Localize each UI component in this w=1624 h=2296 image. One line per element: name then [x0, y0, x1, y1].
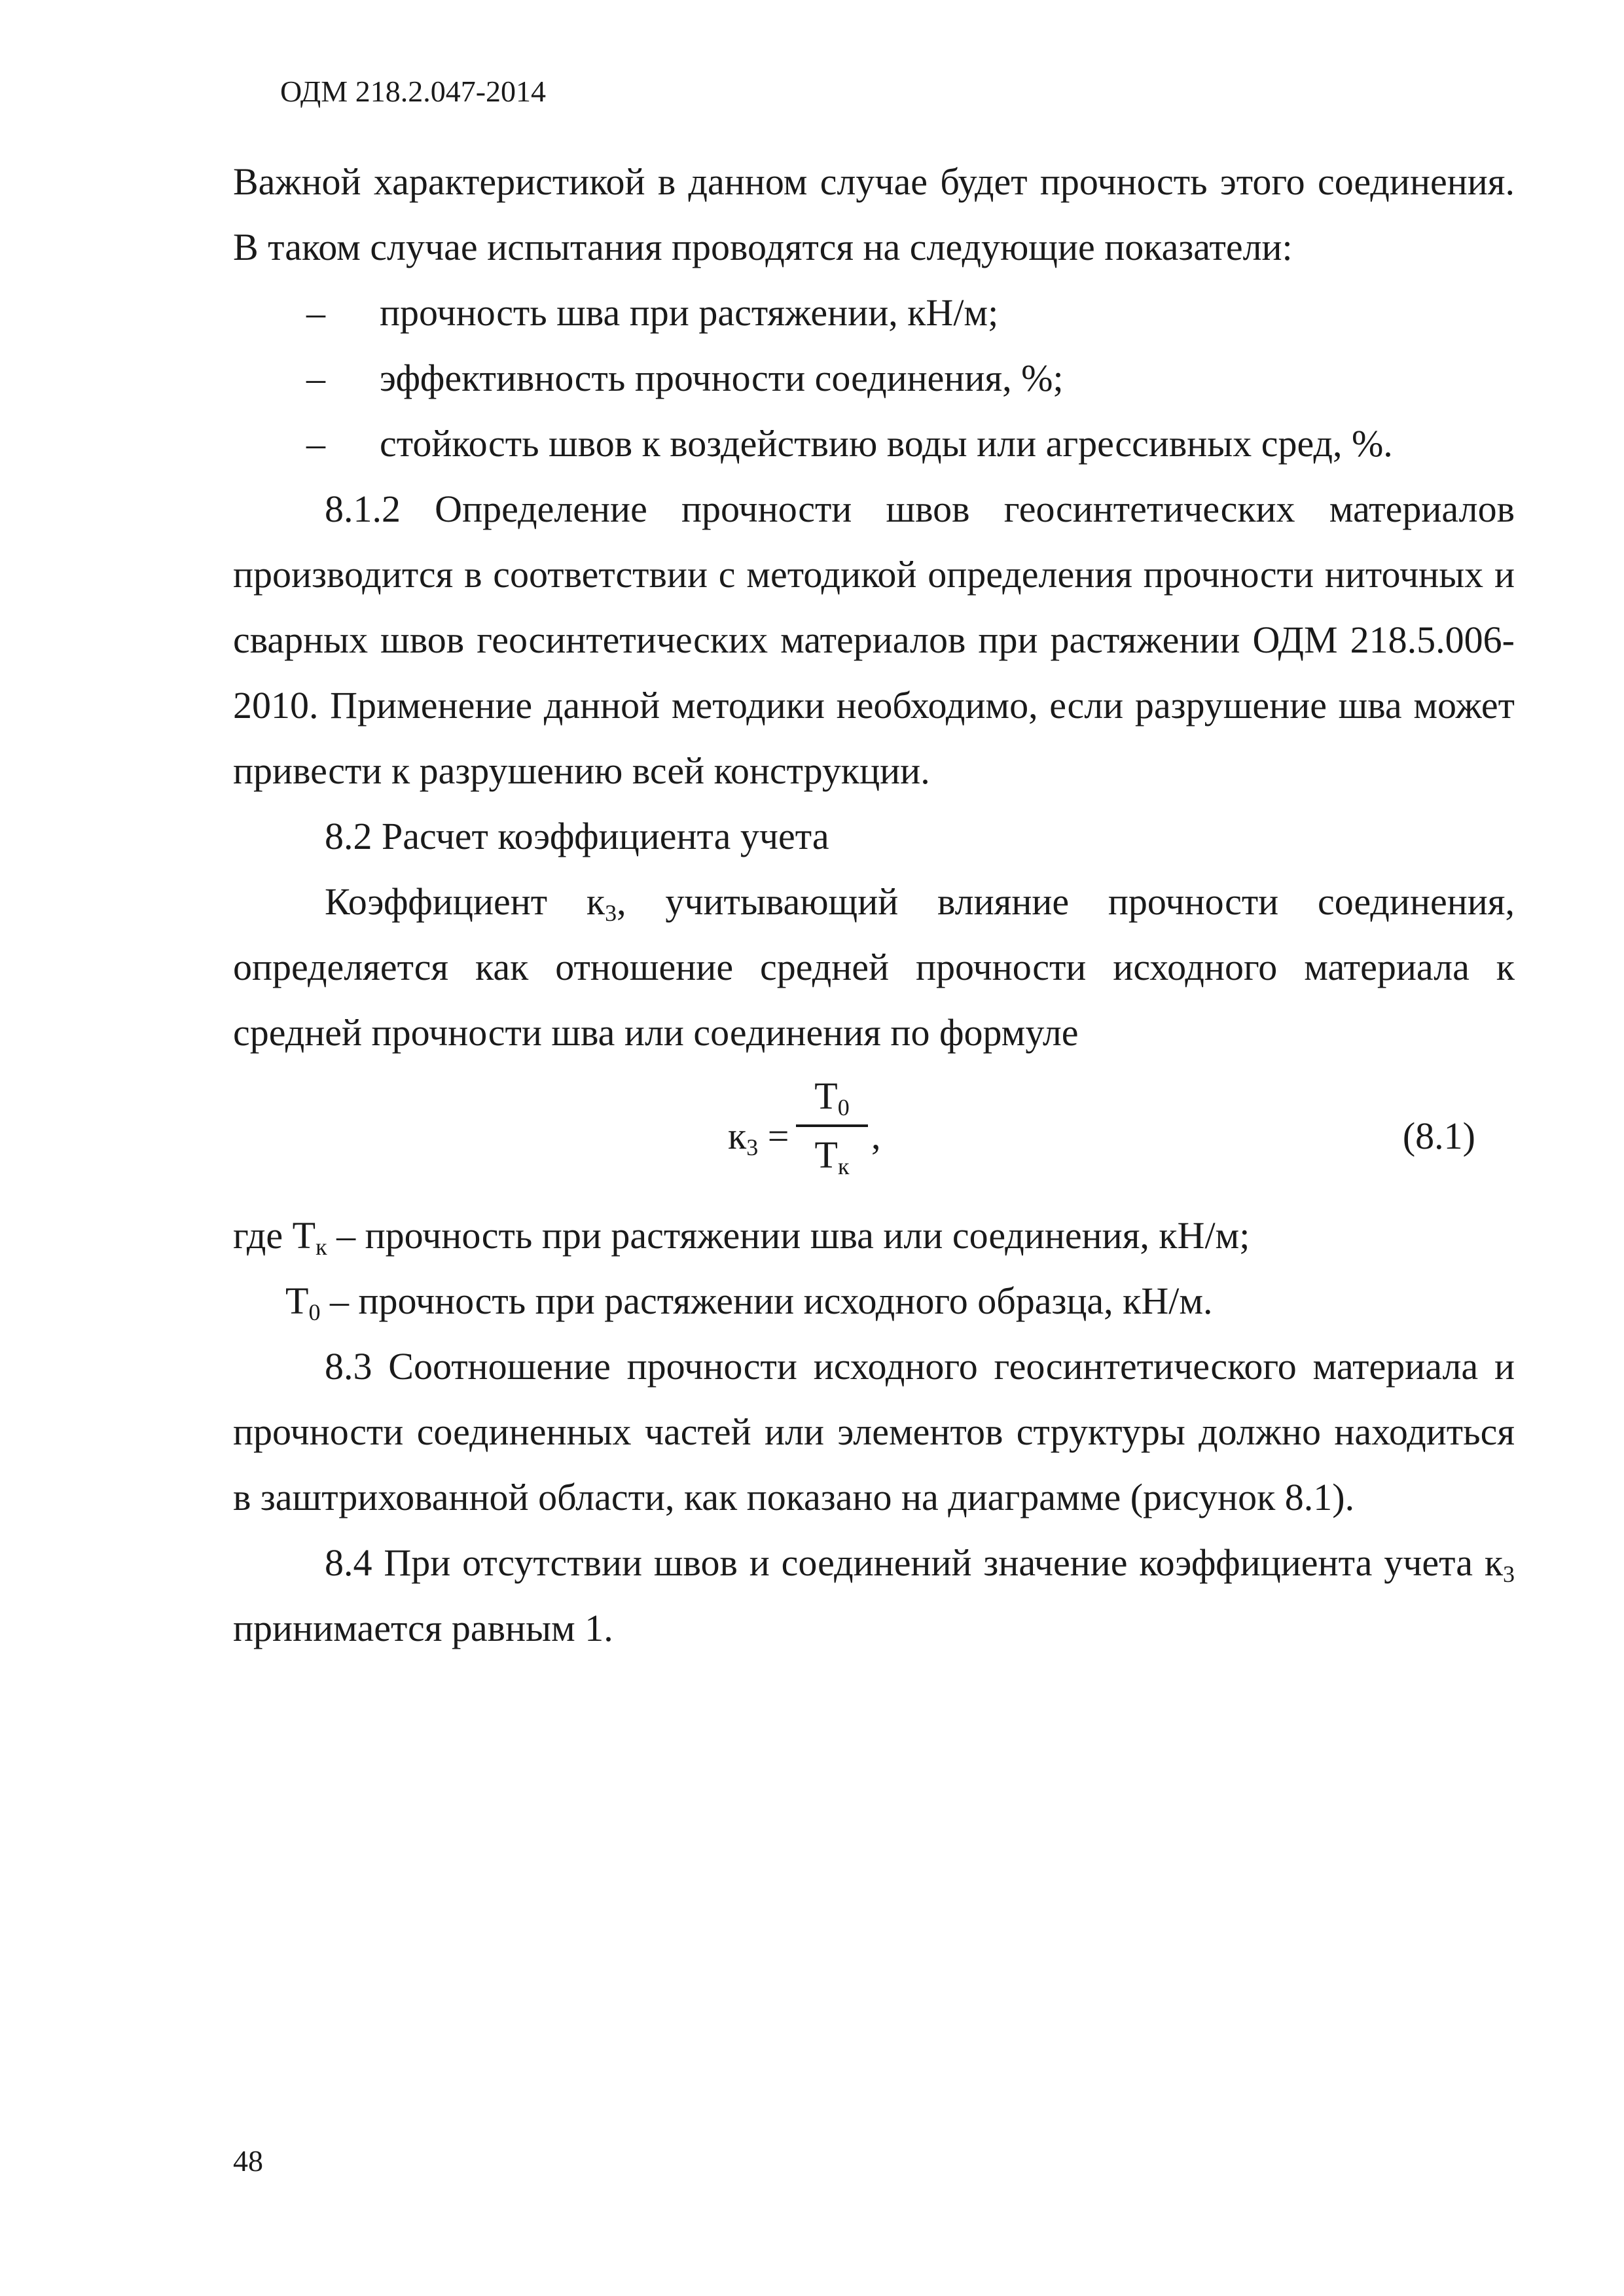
formula-comma: ,: [871, 1115, 881, 1157]
subscript: 3: [1503, 1561, 1515, 1587]
bullet-text: стойкость швов к воздействию воды или агрессивных сред, %.: [380, 422, 1393, 465]
formula-8-1: [233, 1066, 1515, 1203]
intro-paragraph: Важной характеристикой в данном случае будет прочность этого соединения. В таком случае испытания проводятся на следующие показатели:: [233, 160, 1515, 268]
formula-equals: =: [767, 1115, 789, 1157]
bullet-text: эффективность прочности соединения, %;: [380, 357, 1064, 399]
formula-denominator: [796, 1127, 868, 1179]
formula-symbol: T: [285, 1280, 309, 1322]
formula-symbol: T: [814, 1075, 838, 1117]
formula-subscript: 0: [837, 1094, 850, 1121]
bullet-item: [233, 346, 1515, 411]
bullet-dash: –: [306, 357, 325, 399]
bullet-item: [233, 411, 1515, 476]
page-number: 48: [233, 2144, 263, 2178]
text-run: принимается равным 1.: [233, 1607, 613, 1649]
section-8-2-paragraph: [233, 869, 1515, 1066]
text-run: где: [233, 1214, 293, 1257]
equation-number: (8.1): [1402, 1115, 1475, 1157]
subscript: 0: [308, 1299, 321, 1325]
bullet-item: [233, 280, 1515, 346]
where-definition-t0: [233, 1268, 1515, 1334]
formula-symbol: к: [728, 1115, 747, 1157]
formula-fraction: [796, 1072, 868, 1179]
section-8-2-heading: 8.2 Расчет коэффициента учета: [325, 815, 829, 857]
text-run: 8.4 При отсутствии швов и соединений значение коэффициента учета к: [325, 1541, 1503, 1584]
bullet-text: прочность шва при растяжении, кН/м;: [380, 291, 999, 334]
bullet-dash: –: [306, 422, 325, 465]
page-body: [233, 149, 1515, 1661]
section-8-1-2-paragraph: 8.1.2 Определение прочности швов геосинтетических материалов производится в соответствии с методикой определения прочности ниточных и сварных швов геосинтетических материалов при растяжении ОДМ 218.5.006-2010. Применение данной методики необходимо, если разрушение шва может привести к разрушению всей конструкции.: [233, 488, 1515, 792]
text-run: – прочность при растяжении шва или соединения, кН/м;: [327, 1214, 1250, 1257]
formula-symbol: T: [814, 1134, 838, 1176]
formula-subscript: 3: [746, 1134, 759, 1160]
where-definition-tk: [233, 1203, 1515, 1268]
formula-numerator: [796, 1072, 868, 1124]
subscript: к: [316, 1234, 327, 1260]
section-8-3-paragraph: 8.3 Соотношение прочности исходного геосинтетического материала и прочности соединенных частей или элементов структуры должно находиться в заштрихованной области, как показано на диаграмме (рисунок 8.1).: [233, 1345, 1515, 1518]
formula-subscript: к: [837, 1153, 850, 1179]
document-code-header: ОДМ 218.2.047-2014: [280, 75, 547, 108]
text-run: – прочность при растяжении исходного образца, кН/м.: [320, 1280, 1213, 1322]
formula-lhs: [728, 1103, 789, 1169]
text-run: Коэффициент к: [325, 880, 605, 923]
section-8-4-paragraph: [233, 1530, 1515, 1661]
subscript: 3: [605, 900, 617, 926]
text-run: , учитывающий влияние прочности соединения, определяется как отношение средней прочности исходного материала к средней прочности шва или соединения по формуле: [233, 880, 1515, 1054]
formula-symbol: T: [292, 1214, 316, 1257]
bullet-dash: –: [306, 291, 325, 334]
